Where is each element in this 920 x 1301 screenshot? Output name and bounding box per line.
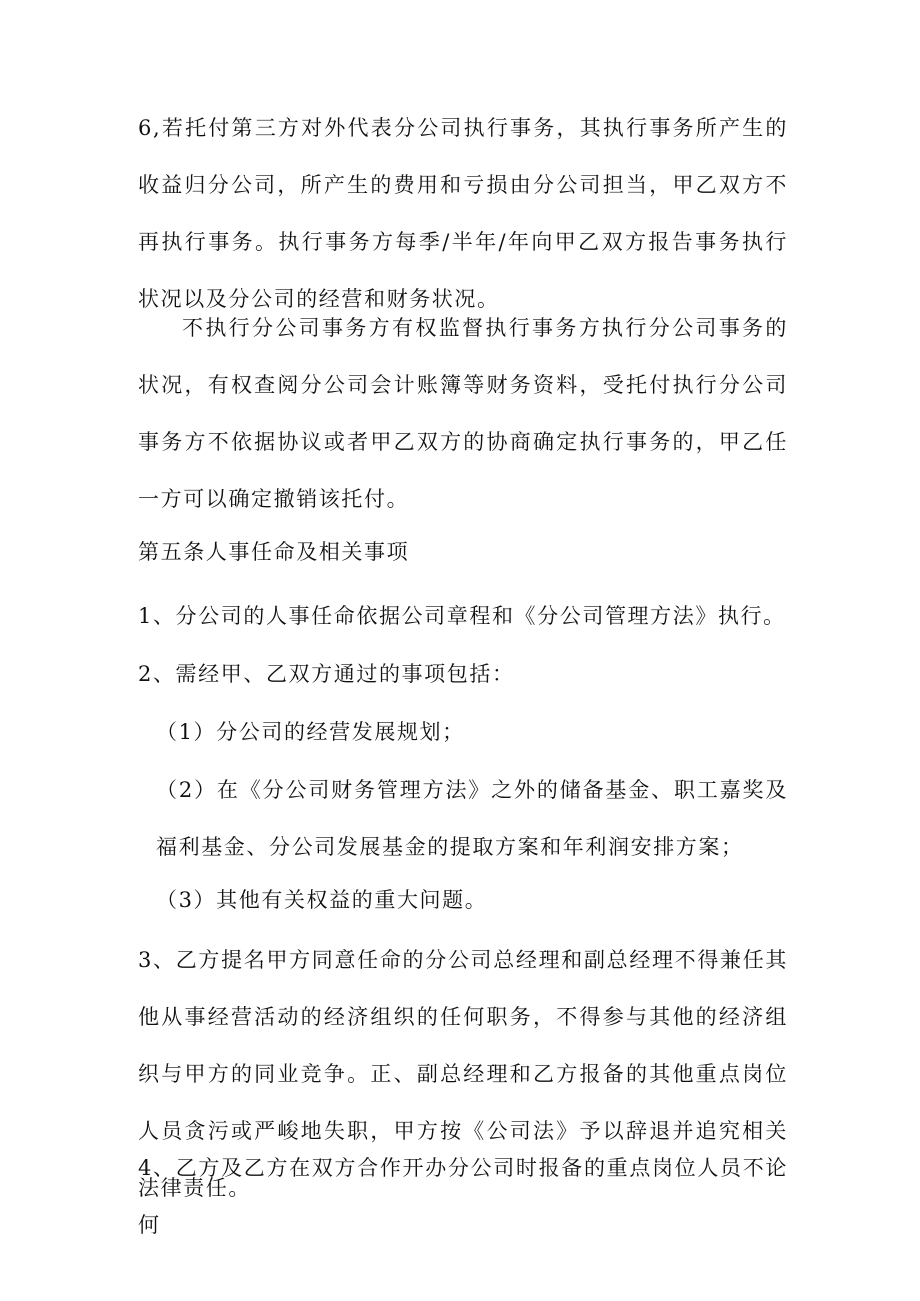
paragraph-item-2: 2、需经甲、乙双方通过的事项包括： (138, 662, 515, 686)
paragraph-clause-6: 6,若托付第三方对外代表分公司执行事务，其执行事务所产生的收益归分公司，所产生的费用和亏损由分公司担当，甲乙双方不再执行事务。执行事务方每季/半年/年向甲乙双方报告事务执行状况以及分公司的经营和财务状况。 (138, 116, 788, 311)
section-heading-article-5: 第五条人事任命及相关事项 (138, 540, 410, 564)
paragraph-item-4: 4、乙方及乙方在双方合作开办分公司时报备的重点岗位人员不论何 (138, 1156, 788, 1237)
paragraph-subitem-2: （2）在《分公司财务管理方法》之外的储备基金、职工嘉奖及福利基金、分公司发展基金的提取方案和年利润安排方案； (156, 778, 788, 859)
paragraph-subitem-1: （1）分公司的经营发展规划； (156, 720, 465, 744)
paragraph-supervision-rights: 不执行分公司事务方有权监督执行事务方执行分公司事务的状况，有权查阅分公司会计账簿等财务资料，受托付执行分公司事务方不依据协议或者甲乙双方的协商确定执行事务的，甲乙任一方可以确定撤销该托付。 (138, 316, 788, 511)
paragraph-item-3: 3、乙方提名甲方同意任命的分公司总经理和副总经理不得兼任其他从事经营活动的经济组织的任何职务，不得参与其他的经济组织与甲方的同业竞争。正、副总经理和乙方报备的其他重点岗位人员贪污或严峻地失职，甲方按《公司法》予以辞退并追究相关法律责任。 (138, 948, 788, 1200)
paragraph-item-1: 1、分公司的人事任命依据公司章程和《分公司管理方法》执行。 (138, 604, 786, 628)
paragraph-subitem-3: （3）其他有关权益的重大问题。 (156, 888, 488, 912)
